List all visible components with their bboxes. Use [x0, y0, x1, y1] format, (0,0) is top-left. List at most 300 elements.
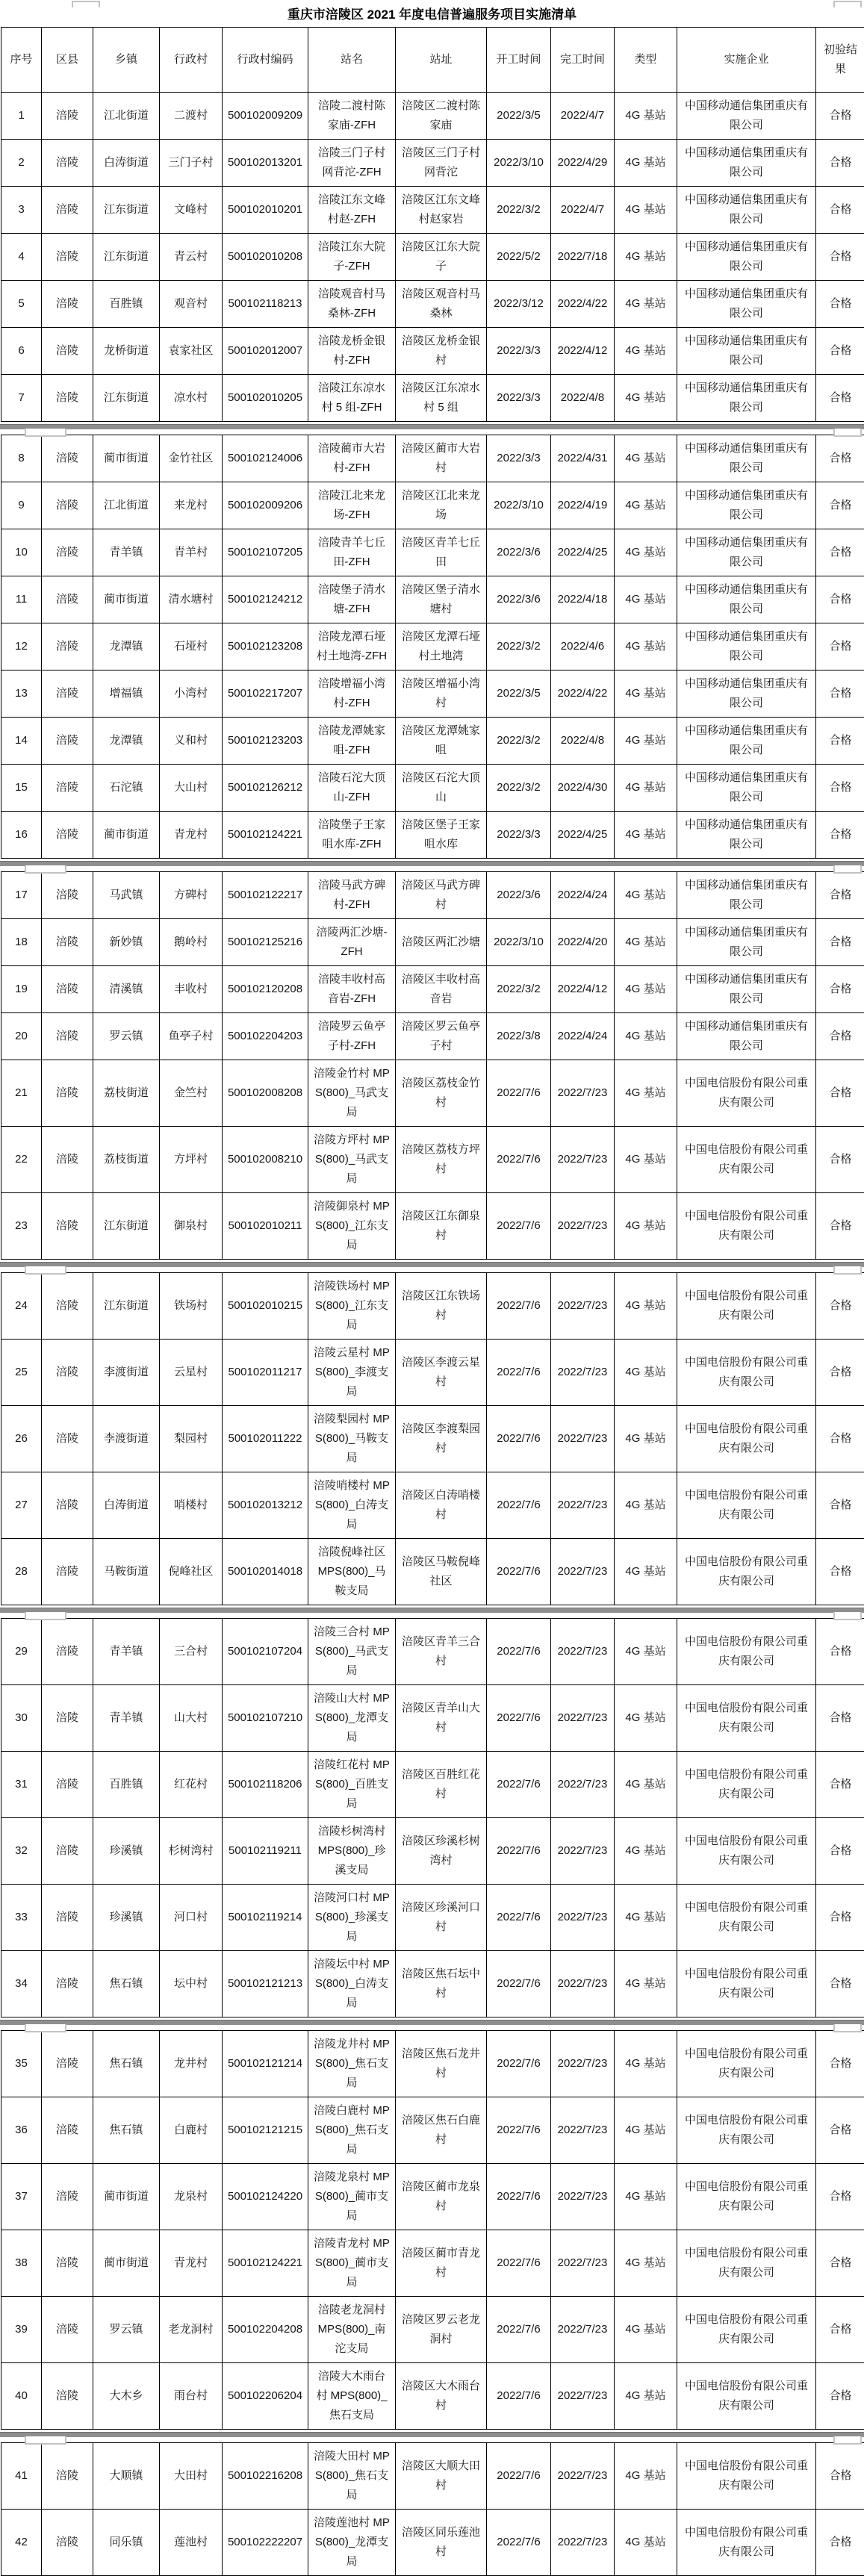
table-cell: 涪陵	[42, 93, 93, 140]
table-cell: 4G 基站	[615, 2031, 677, 2097]
table-cell: 石沱镇	[93, 765, 160, 812]
table-cell: 青羊镇	[93, 529, 160, 576]
table-cell: 合格	[816, 328, 864, 375]
table-cell: 500102121213	[223, 1951, 308, 2017]
table-cell: 合格	[816, 1685, 864, 1752]
table-cell: 中国移动通信集团重庆有限公司	[677, 93, 816, 140]
table-row	[1, 93, 864, 140]
table-cell: 2022/3/3	[487, 375, 551, 422]
page-margin-mark	[833, 1, 862, 7]
page-break	[0, 859, 864, 871]
table-cell: 21	[1, 1060, 42, 1127]
table-cell: 500102118213	[223, 281, 308, 328]
table-cell: 涪陵	[42, 1752, 93, 1818]
table-pages	[0, 27, 864, 2576]
table-cell: 涪陵	[42, 375, 93, 422]
page-margin-mark	[833, 1266, 862, 1275]
table-cell: 7	[1, 375, 42, 422]
table-cell: 涪陵	[42, 623, 93, 671]
table-cell: 2022/4/6	[551, 623, 615, 671]
table-cell: 4G 基站	[615, 919, 677, 966]
table-cell: 中国电信股份有限公司重庆有限公司	[677, 1340, 816, 1406]
table-cell: 4G 基站	[615, 718, 677, 765]
table-cell: 500102125216	[223, 919, 308, 966]
table-cell: 2022/4/25	[551, 812, 615, 859]
table-cell: 2022/7/6	[487, 1273, 551, 1340]
table-cell: 涪陵坛中村 MPS(800)_白涛支局	[308, 1951, 396, 2017]
table-cell: 江北街道	[93, 93, 160, 140]
table-cell: 2022/4/7	[551, 187, 615, 234]
table-cell: 4G 基站	[615, 2443, 677, 2510]
table-cell: 40	[1, 2363, 42, 2430]
table-cell: 涪陵大木雨台村 MPS(800)_焦石支局	[308, 2363, 396, 2430]
table-cell: 涪陵	[42, 2363, 93, 2430]
table-cell: 涪陵	[42, 328, 93, 375]
table-cell: 4G 基站	[615, 1752, 677, 1818]
table-cell: 500102124221	[223, 812, 308, 859]
table-row	[1, 765, 864, 812]
table-cell: 涪陵山大村 MPS(800)_龙潭支局	[308, 1685, 396, 1752]
table-cell: 涪陵金竹村 MPS(800)_马武支局	[308, 1060, 396, 1127]
table-cell: 涪陵河口村 MPS(800)_珍溪支局	[308, 1885, 396, 1951]
table-cell: 涪陵	[42, 1340, 93, 1406]
table-cell: 合格	[816, 623, 864, 671]
table-cell: 30	[1, 1685, 42, 1752]
table-cell: 涪陵江东凉水村 5 组-ZFH	[308, 375, 396, 422]
table-cell: 4G 基站	[615, 187, 677, 234]
table-cell: 2022/4/18	[551, 576, 615, 623]
table-cell: 合格	[816, 435, 864, 482]
table-cell: 500102206204	[223, 2363, 308, 2430]
table-cell: 11	[1, 576, 42, 623]
table-cell: 涪陵	[42, 234, 93, 281]
table-cell: 500102009209	[223, 93, 308, 140]
table-cell: 涪陵区焦石龙井村	[396, 2031, 487, 2097]
table-cell: 涪陵青羊七丘田-ZFH	[308, 529, 396, 576]
table-cell: 涪陵莲池村 MPS(800)_龙潭支局	[308, 2510, 396, 2576]
table-cell: 涪陵	[42, 2164, 93, 2230]
table-cell: 中国移动通信集团重庆有限公司	[677, 187, 816, 234]
table-cell: 青龙村	[160, 2230, 223, 2297]
table-cell: 500102013212	[223, 1472, 308, 1539]
table-cell: 中国电信股份有限公司重庆有限公司	[677, 2031, 816, 2097]
table-cell: 江东街道	[93, 1193, 160, 1260]
table-cell: 10	[1, 529, 42, 576]
table-cell: 涪陵区马鞍倪峰社区	[396, 1539, 487, 1605]
table-cell: 39	[1, 2297, 42, 2363]
table-cell: 合格	[816, 2230, 864, 2297]
table-cell: 涪陵	[42, 187, 93, 234]
page-break-bar	[0, 1608, 864, 1613]
table-cell: 焦石镇	[93, 2031, 160, 2097]
table-cell: 涪陵区二渡村陈家庙	[396, 93, 487, 140]
table-cell: 合格	[816, 812, 864, 859]
header-row	[1, 28, 864, 93]
table-cell: 合格	[816, 966, 864, 1013]
page-margin-mark	[25, 865, 66, 874]
table-row	[1, 529, 864, 576]
table-cell: 涪陵蔺市大岩村-ZFH	[308, 435, 396, 482]
table-cell: 2022/4/22	[551, 671, 615, 718]
table-cell: 4G 基站	[615, 1885, 677, 1951]
table-cell: 2022/4/12	[551, 966, 615, 1013]
table-cell: 中国电信股份有限公司重庆有限公司	[677, 2164, 816, 2230]
table-cell: 500102014018	[223, 1539, 308, 1605]
table-cell: 涪陵区观音村马桑林	[396, 281, 487, 328]
page-table	[1, 2030, 864, 2430]
table-cell: 涪陵	[42, 919, 93, 966]
table-cell: 合格	[816, 1885, 864, 1951]
table-cell: 500102010208	[223, 234, 308, 281]
table-cell: 涪陵	[42, 966, 93, 1013]
table-cell: 中国移动通信集团重庆有限公司	[677, 375, 816, 422]
table-cell: 2022/7/6	[487, 1060, 551, 1127]
table-row	[1, 1619, 864, 1685]
table-cell: 涪陵江东大院子-ZFH	[308, 234, 396, 281]
table-cell: 涪陵区青羊七丘田	[396, 529, 487, 576]
table-cell: 二渡村	[160, 93, 223, 140]
table-cell: 中国移动通信集团重庆有限公司	[677, 671, 816, 718]
table-cell: 4G 基站	[615, 1951, 677, 2017]
table-cell: 2022/7/23	[551, 2031, 615, 2097]
table-cell: 4G 基站	[615, 1127, 677, 1193]
table-cell: 合格	[816, 375, 864, 422]
table-cell: 中国移动通信集团重庆有限公司	[677, 529, 816, 576]
page-break	[0, 2430, 864, 2442]
table-row	[1, 1193, 864, 1260]
table-cell: 合格	[816, 529, 864, 576]
table-cell: 33	[1, 1885, 42, 1951]
table-cell: 2022/7/23	[551, 1818, 615, 1885]
table-cell: 涪陵	[42, 2031, 93, 2097]
table-cell: 涪陵杉树湾村 MPS(800)_珍溪支局	[308, 1818, 396, 1885]
table-cell: 合格	[816, 1539, 864, 1605]
table-cell: 中国电信股份有限公司重庆有限公司	[677, 1406, 816, 1472]
table-cell: 涪陵	[42, 718, 93, 765]
table-cell: 涪陵	[42, 482, 93, 529]
table-cell: 合格	[816, 1060, 864, 1127]
table-cell: 中国电信股份有限公司重庆有限公司	[677, 1619, 816, 1685]
table-cell: 2022/7/6	[487, 1472, 551, 1539]
table-cell: 合格	[816, 1472, 864, 1539]
table-cell: 500102107205	[223, 529, 308, 576]
table-cell: 4G 基站	[615, 576, 677, 623]
table-cell: 4G 基站	[615, 812, 677, 859]
table-cell: 珍溪镇	[93, 1885, 160, 1951]
table-row	[1, 1752, 864, 1818]
table-cell: 22	[1, 1127, 42, 1193]
page-break	[0, 1605, 864, 1618]
table-cell: 2022/7/23	[551, 1885, 615, 1951]
table-cell: 中国电信股份有限公司重庆有限公司	[677, 1273, 816, 1340]
table-row	[1, 718, 864, 765]
page-break	[0, 2017, 864, 2030]
page-margin-mark	[25, 429, 66, 437]
table-cell: 42	[1, 2510, 42, 2576]
column-header: 完工时间	[551, 28, 615, 93]
table-cell: 23	[1, 1193, 42, 1260]
table-cell: 龙泉村	[160, 2164, 223, 2230]
table-cell: 2022/7/18	[551, 234, 615, 281]
table-cell: 龙潭镇	[93, 623, 160, 671]
table-cell: 青羊镇	[93, 1619, 160, 1685]
table-cell: 涪陵区青羊山大村	[396, 1685, 487, 1752]
table-row	[1, 576, 864, 623]
table-row	[1, 2031, 864, 2097]
table-cell: 4G 基站	[615, 2297, 677, 2363]
table-cell: 涪陵红花村 MPS(800)_百胜支局	[308, 1752, 396, 1818]
table-cell: 红花村	[160, 1752, 223, 1818]
table-row	[1, 1273, 864, 1340]
table-cell: 同乐镇	[93, 2510, 160, 2576]
table-cell: 涪陵区罗云老龙洞村	[396, 2297, 487, 2363]
table-cell: 500102122217	[223, 872, 308, 919]
table-cell: 涪陵倪峰社区 MPS(800)_马鞍支局	[308, 1539, 396, 1605]
table-cell: 哨楼村	[160, 1472, 223, 1539]
table-cell: 涪陵区龙潭姚家咀	[396, 718, 487, 765]
table-cell: 500102216208	[223, 2443, 308, 2510]
table-row	[1, 872, 864, 919]
table-cell: 25	[1, 1340, 42, 1406]
table-cell: 合格	[816, 93, 864, 140]
table-cell: 铁场村	[160, 1273, 223, 1340]
table-cell: 涪陵	[42, 1685, 93, 1752]
table-cell: 大山村	[160, 765, 223, 812]
table-cell: 蔺市街道	[93, 576, 160, 623]
table-cell: 合格	[816, 187, 864, 234]
table-cell: 涪陵区江东铁场村	[396, 1273, 487, 1340]
table-cell: 中国电信股份有限公司重庆有限公司	[677, 1752, 816, 1818]
table-cell: 500102011222	[223, 1406, 308, 1472]
table-cell: 江东街道	[93, 187, 160, 234]
table-cell: 4G 基站	[615, 2097, 677, 2164]
table-cell: 4G 基站	[615, 1193, 677, 1260]
table-cell: 2022/7/23	[551, 1406, 615, 1472]
table-cell: 涪陵	[42, 1193, 93, 1260]
table-cell: 涪陵江东文峰村赵-ZFH	[308, 187, 396, 234]
table-cell: 青云村	[160, 234, 223, 281]
table-cell: 38	[1, 2230, 42, 2297]
table-cell: 2022/7/6	[487, 2097, 551, 2164]
table-cell: 涪陵区李渡梨园村	[396, 1406, 487, 1472]
table-cell: 2022/3/2	[487, 623, 551, 671]
table-cell: 涪陵大田村 MPS(800)_焦石支局	[308, 2443, 396, 2510]
table-cell: 2022/3/12	[487, 281, 551, 328]
table-cell: 4G 基站	[615, 1340, 677, 1406]
table-cell: 4G 基站	[615, 140, 677, 187]
table-cell: 涪陵区蔺市青龙村	[396, 2230, 487, 2297]
table-cell: 2022/3/8	[487, 1013, 551, 1060]
table-cell: 8	[1, 435, 42, 482]
table-cell: 涪陵区马武方碑村	[396, 872, 487, 919]
table-cell: 中国移动通信集团重庆有限公司	[677, 234, 816, 281]
table-cell: 义和村	[160, 718, 223, 765]
table-cell: 500102204208	[223, 2297, 308, 2363]
table-cell: 18	[1, 919, 42, 966]
table-cell: 蔺市街道	[93, 435, 160, 482]
page-table	[1, 2442, 864, 2576]
table-cell: 9	[1, 482, 42, 529]
table-cell: 涪陵	[42, 1273, 93, 1340]
table-cell: 500102124220	[223, 2164, 308, 2230]
table-cell: 28	[1, 1539, 42, 1605]
table-cell: 500102124221	[223, 2230, 308, 2297]
table-cell: 涪陵区江东文峰村赵家岩	[396, 187, 487, 234]
table-cell: 2022/3/2	[487, 765, 551, 812]
table-cell: 14	[1, 718, 42, 765]
table-cell: 马武镇	[93, 872, 160, 919]
table-cell: 2022/7/6	[487, 1752, 551, 1818]
table-cell: 云星村	[160, 1340, 223, 1406]
table-row	[1, 187, 864, 234]
table-cell: 2022/7/6	[487, 2164, 551, 2230]
table-cell: 合格	[816, 2363, 864, 2430]
table-cell: 涪陵	[42, 1885, 93, 1951]
table-cell: 中国移动通信集团重庆有限公司	[677, 281, 816, 328]
table-cell: 涪陵	[42, 1951, 93, 2017]
page-table	[1, 1618, 864, 2017]
table-cell: 涪陵区李渡云星村	[396, 1340, 487, 1406]
table-cell: 涪陵	[42, 872, 93, 919]
table-cell: 中国电信股份有限公司重庆有限公司	[677, 1060, 816, 1127]
table-cell: 涪陵观音村马桑林-ZFH	[308, 281, 396, 328]
table-cell: 雨台村	[160, 2363, 223, 2430]
table-cell: 2022/4/29	[551, 140, 615, 187]
table-cell: 中国电信股份有限公司重庆有限公司	[677, 1539, 816, 1605]
table-cell: 涪陵区焦石坛中村	[396, 1951, 487, 2017]
table-cell: 合格	[816, 872, 864, 919]
table-cell: 中国移动通信集团重庆有限公司	[677, 919, 816, 966]
table-cell: 500102107204	[223, 1619, 308, 1685]
table-row	[1, 623, 864, 671]
table-cell: 百胜镇	[93, 281, 160, 328]
table-cell: 小湾村	[160, 671, 223, 718]
table-cell: 4G 基站	[615, 1539, 677, 1605]
table-cell: 2022/5/2	[487, 234, 551, 281]
table-cell: 500102124212	[223, 576, 308, 623]
table-cell: 2022/7/23	[551, 1340, 615, 1406]
table-cell: 4G 基站	[615, 1013, 677, 1060]
table-cell: 中国电信股份有限公司重庆有限公司	[677, 2230, 816, 2297]
page-break	[0, 1260, 864, 1272]
table-cell: 4G 基站	[615, 1060, 677, 1127]
table-cell: 鹅岭村	[160, 919, 223, 966]
table-row	[1, 1127, 864, 1193]
table-cell: 3	[1, 187, 42, 234]
column-header: 乡镇	[93, 28, 160, 93]
table-row	[1, 2230, 864, 2297]
table-cell: 涪陵	[42, 1013, 93, 1060]
table-cell: 涪陵区龙潭石垭村土地湾	[396, 623, 487, 671]
table-cell: 5	[1, 281, 42, 328]
table-cell: 涪陵区大木雨台村	[396, 2363, 487, 2430]
table-cell: 珍溪镇	[93, 1818, 160, 1885]
table-cell: 龙桥街道	[93, 328, 160, 375]
table-cell: 涪陵区百胜红花村	[396, 1752, 487, 1818]
table-cell: 2022/7/6	[487, 1951, 551, 2017]
page-margin-mark	[72, 1, 100, 7]
table-cell: 2022/4/20	[551, 919, 615, 966]
table-cell: 涪陵龙泉村 MPS(800)_蔺市支局	[308, 2164, 396, 2230]
table-cell: 涪陵丰收村高音岩-ZFH	[308, 966, 396, 1013]
column-header: 序号	[1, 28, 42, 93]
table-cell: 12	[1, 623, 42, 671]
table-cell: 合格	[816, 2510, 864, 2576]
table-cell: 2022/7/23	[551, 1193, 615, 1260]
table-cell: 中国电信股份有限公司重庆有限公司	[677, 1472, 816, 1539]
table-cell: 涪陵	[42, 1406, 93, 1472]
table-cell: 2022/3/2	[487, 187, 551, 234]
table-cell: 鱼亭子村	[160, 1013, 223, 1060]
table-cell: 2022/4/31	[551, 435, 615, 482]
table-cell: 石垭村	[160, 623, 223, 671]
table-cell: 来龙村	[160, 482, 223, 529]
table-cell: 龙井村	[160, 2031, 223, 2097]
table-cell: 涪陵老龙洞村 MPS(800)_南沱支局	[308, 2297, 396, 2363]
table-cell: 白涛街道	[93, 140, 160, 187]
table-cell: 2022/4/30	[551, 765, 615, 812]
table-cell: 中国移动通信集团重庆有限公司	[677, 718, 816, 765]
table-cell: 2022/7/23	[551, 1472, 615, 1539]
page-margin-mark	[25, 1266, 66, 1275]
column-header: 实施企业	[677, 28, 816, 93]
table-cell: 37	[1, 2164, 42, 2230]
table-cell: 2022/4/24	[551, 872, 615, 919]
table-cell: 马鞍街道	[93, 1539, 160, 1605]
table-row	[1, 2097, 864, 2164]
table-cell: 山大村	[160, 1685, 223, 1752]
table-row	[1, 1060, 864, 1127]
table-cell: 合格	[816, 1818, 864, 1885]
table-cell: 涪陵石沱大顶山-ZFH	[308, 765, 396, 812]
table-cell: 涪陵	[42, 2297, 93, 2363]
table-cell: 2022/3/6	[487, 872, 551, 919]
table-cell: 4G 基站	[615, 435, 677, 482]
table-cell: 涪陵	[42, 1060, 93, 1127]
table-cell: 合格	[816, 1127, 864, 1193]
table-cell: 2022/4/12	[551, 328, 615, 375]
table-cell: 中国移动通信集团重庆有限公司	[677, 140, 816, 187]
table-cell: 三合村	[160, 1619, 223, 1685]
table-cell: 焦石镇	[93, 1951, 160, 2017]
table-cell: 2022/7/23	[551, 1539, 615, 1605]
page-break-bar	[0, 424, 864, 429]
table-cell: 涪陵龙潭石垭村土地湾-ZFH	[308, 623, 396, 671]
table-cell: 合格	[816, 2097, 864, 2164]
table-cell: 500102118206	[223, 1752, 308, 1818]
column-header: 初验结果	[816, 28, 864, 93]
table-cell: 2022/7/6	[487, 1539, 551, 1605]
table-row	[1, 1340, 864, 1406]
page-margin-mark	[833, 865, 862, 874]
table-cell: 涪陵区堡子清水塘村	[396, 576, 487, 623]
table-cell: 金竹社区	[160, 435, 223, 482]
table-cell: 蔺市街道	[93, 2164, 160, 2230]
table-cell: 涪陵	[42, 2443, 93, 2510]
table-cell: 2022/3/10	[487, 482, 551, 529]
table-cell: 涪陵	[42, 2097, 93, 2164]
table-cell: 涪陵白鹿村 MPS(800)_焦石支局	[308, 2097, 396, 2164]
table-cell: 大田村	[160, 2443, 223, 2510]
table-cell: 白鹿村	[160, 2097, 223, 2164]
table-cell: 4G 基站	[615, 529, 677, 576]
table-cell: 中国电信股份有限公司重庆有限公司	[677, 2443, 816, 2510]
table-cell: 2022/4/22	[551, 281, 615, 328]
table-cell: 4G 基站	[615, 671, 677, 718]
table-cell: 中国电信股份有限公司重庆有限公司	[677, 2297, 816, 2363]
table-row	[1, 1013, 864, 1060]
page-break-bar	[0, 861, 864, 866]
